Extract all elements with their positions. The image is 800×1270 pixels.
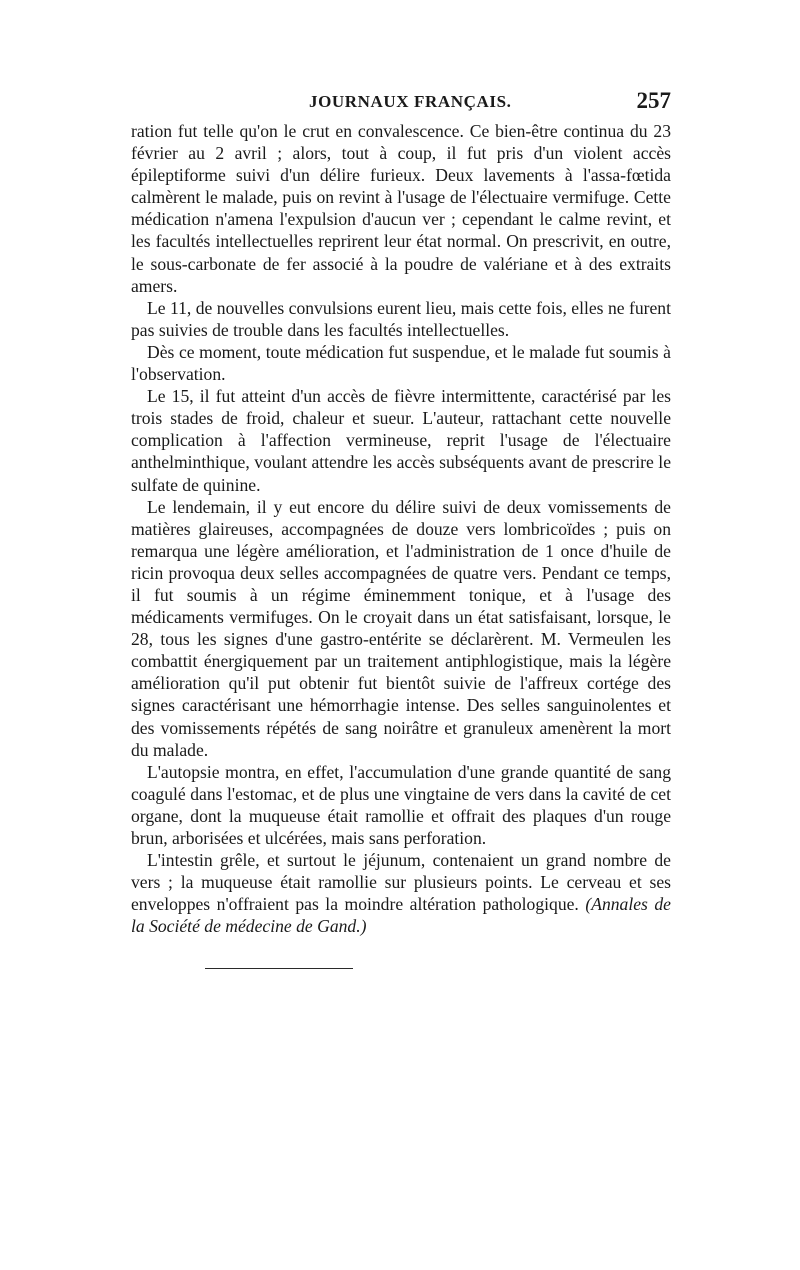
book-page xyxy=(131,88,671,937)
paragraph: Dès ce moment, toute médication fut suspendue, et le malade fut soumis à l'observation. xyxy=(131,341,671,385)
page-number: 257 xyxy=(636,88,671,113)
section-divider xyxy=(205,968,353,969)
paragraph: L'autopsie montra, en effet, l'accumulation d'une grande quantité de sang coagulé dans l'estomac, et de plus une vingtaine de vers dans la cavité de cet organe, dont la muqueuse était ramollie et offrait des plaques d'un rouge brun, arborisées et ulcérées, mais sans perforation. xyxy=(131,761,671,848)
paragraph-last-text: L'intestin grêle, et surtout le jéjunum, contenaient un grand nombre de vers ; la muqueuse était ramollie sur plusieurs points. Le cerveau et ses enveloppes n'offraient pas la moindre altération pathologique. xyxy=(131,850,671,915)
citation: (Annales de la Société de médecine de Gand.) xyxy=(131,894,671,937)
paragraph: Le 15, il fut atteint d'un accès de fièvre intermittente, caractérisé par les trois stades de froid, chaleur et sueur. L'auteur, rattachant cette nouvelle complication à l'affection vermineuse, reprit l'usage de l'électuaire anthelminthique, voulant attendre les accès subséquents avant de prescrire le sulfate de quinine. xyxy=(131,386,671,495)
paragraph: Le lendemain, il y eut encore du délire suivi de deux vomissements de matières glaireuses, accompagnées de douze vers lombricoïdes ; puis on remarqua une légère amélioration, et l'administration de 1 once d'huile de ricin provoqua deux selles accompagnées de quatre vers. Pendant ce temps, il fut soumis à un régime éminemment tonique, et à l'usage des médicaments vermifuges. On le croyait dans un état satisfaisant, lorsque, le 28, tous les signes d'une gastro-entérite se déclarèrent. M. Vermeulen les combattit énergiquement par un traitement antiphlogistique, mais la légère amélioration qu'il put obtenir fut bientôt suivie de l'affreux cortége des signes caractérisant une hémorrhagie intense. Des selles sanguinolentes et des vomissements répétés de sang noirâtre et granuleux amenèrent la mort du malade. xyxy=(131,496,671,760)
body-text xyxy=(131,120,671,937)
paragraph-last xyxy=(131,849,671,937)
running-title: JOURNAUX FRANÇAIS. xyxy=(309,92,512,111)
paragraph: Le 11, de nouvelles convulsions eurent lieu, mais cette fois, elles ne furent pas suivies de trouble dans les facultés intellectuelles. xyxy=(131,297,671,340)
paragraph: ration fut telle qu'on le crut en convalescence. Ce bien-être continua du 23 février au 2 avril ; alors, tout à coup, il fut pris d'un violent accès épileptiforme suivi d'un délire furieux. Deux lavements à l'assa-fœtida calmèrent le malade, puis on revint à l'usage de l'électuaire vermifuge. Cette médication n'amena l'expulsion d'aucun ver ; cependant le calme revint, et les facultés intellectuelles reprirent leur état normal. On prescrivit, en outre, le sous-carbonate de fer associé à la poudre de valériane et à des extraits amers. xyxy=(131,121,671,296)
page-header xyxy=(131,88,671,120)
